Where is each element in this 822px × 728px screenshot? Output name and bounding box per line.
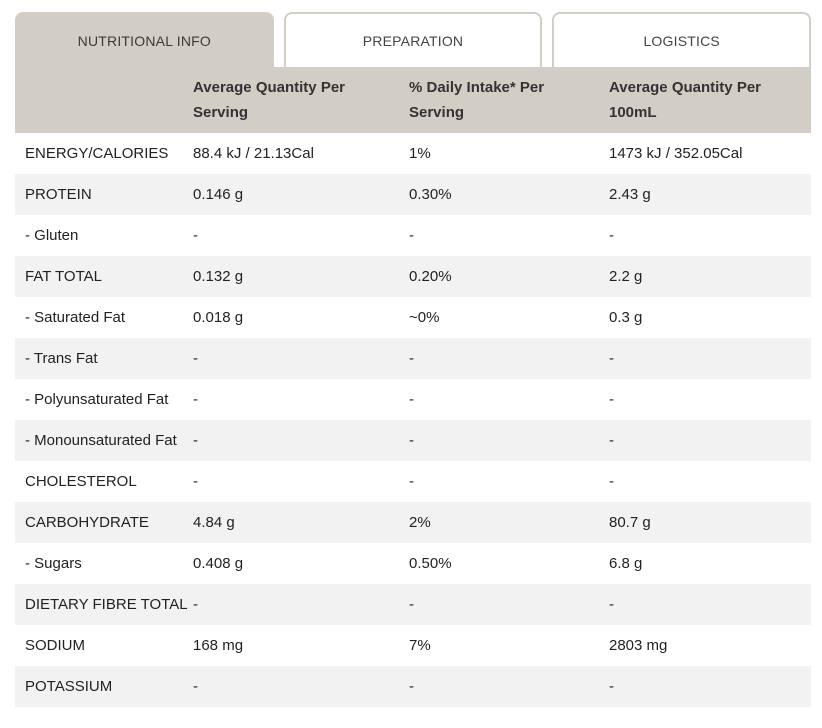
- per-100ml-cell: -: [609, 678, 614, 695]
- table-body: [15, 133, 811, 707]
- per-100ml-cell: 80.7 g: [609, 514, 651, 531]
- per-serving-cell: -: [193, 432, 198, 449]
- daily-intake-cell: -: [409, 432, 414, 449]
- per-serving-cell: 4.84 g: [193, 514, 235, 531]
- nutrient-cell: - Monounsaturated Fat: [25, 432, 177, 449]
- daily-intake-cell: 0.50%: [409, 555, 452, 572]
- nutrient-cell: - Gluten: [25, 227, 79, 244]
- daily-intake-cell: 2%: [409, 514, 431, 531]
- per-100ml-cell: 2.2 g: [609, 268, 643, 285]
- daily-intake-cell: ~0%: [409, 309, 440, 326]
- table-row: [15, 215, 811, 256]
- per-serving-cell: 0.146 g: [193, 186, 244, 203]
- tab-bar: [15, 12, 811, 67]
- nutrient-cell: - Saturated Fat: [25, 309, 126, 326]
- per-serving-cell: -: [193, 473, 198, 490]
- per-serving-cell: 0.132 g: [193, 268, 244, 285]
- tab-preparation[interactable]: PREPARATION: [284, 12, 543, 67]
- header-nutrient: [15, 67, 183, 133]
- table-header-row: [15, 67, 811, 133]
- nutrient-cell: FAT TOTAL: [25, 268, 102, 285]
- nutrient-cell: - Sugars: [25, 555, 82, 572]
- nutrient-cell: POTASSIUM: [25, 678, 113, 695]
- table-row: [15, 338, 811, 379]
- nutrient-cell: ENERGY/CALORIES: [25, 145, 169, 162]
- nutrient-cell: CARBOHYDRATE: [25, 514, 149, 531]
- per-serving-cell: -: [193, 350, 198, 367]
- per-100ml-cell: -: [609, 432, 614, 449]
- per-serving-cell: -: [193, 391, 198, 408]
- daily-intake-cell: -: [409, 473, 414, 490]
- header-per-100ml: Average Quantity Per 100mL: [609, 79, 761, 121]
- nutrient-cell: - Trans Fat: [25, 350, 98, 367]
- daily-intake-cell: 0.30%: [409, 186, 452, 203]
- per-100ml-cell: -: [609, 350, 614, 367]
- per-100ml-cell: 2803 mg: [609, 637, 668, 654]
- per-serving-cell: 88.4 kJ / 21.13Cal: [193, 145, 314, 162]
- table-row: [15, 543, 811, 584]
- daily-intake-cell: 7%: [409, 637, 431, 654]
- per-serving-cell: -: [193, 596, 198, 613]
- table-row: [15, 256, 811, 297]
- per-100ml-cell: 2.43 g: [609, 186, 651, 203]
- table-row: [15, 584, 811, 625]
- per-100ml-cell: 0.3 g: [609, 309, 643, 326]
- per-100ml-cell: -: [609, 596, 614, 613]
- per-serving-cell: -: [193, 678, 198, 695]
- tab-nutritional-info[interactable]: NUTRITIONAL INFO: [15, 12, 274, 67]
- nutrient-cell: PROTEIN: [25, 186, 92, 203]
- table-row: [15, 133, 811, 174]
- table-row: [15, 461, 811, 502]
- per-serving-cell: 0.408 g: [193, 555, 244, 572]
- per-100ml-cell: -: [609, 473, 614, 490]
- header-per-serving: Average Quantity Per Serving: [193, 79, 345, 121]
- nutrient-cell: SODIUM: [25, 637, 85, 654]
- per-100ml-cell: -: [609, 227, 614, 244]
- daily-intake-cell: -: [409, 596, 414, 613]
- daily-intake-cell: 0.20%: [409, 268, 452, 285]
- nutrient-cell: DIETARY FIBRE TOTAL: [25, 596, 188, 613]
- table-row: [15, 297, 811, 338]
- nutrient-cell: - Polyunsaturated Fat: [25, 391, 169, 408]
- table-row: [15, 379, 811, 420]
- table-row: [15, 666, 811, 707]
- per-serving-cell: 168 mg: [193, 637, 244, 654]
- table-row: [15, 502, 811, 543]
- tab-logistics[interactable]: LOGISTICS: [552, 12, 811, 67]
- table-row: [15, 420, 811, 461]
- nutrition-table: [15, 67, 811, 707]
- per-serving-cell: 0.018 g: [193, 309, 244, 326]
- nutrient-cell: CHOLESTEROL: [25, 473, 137, 490]
- header-daily-intake: % Daily Intake* Per Serving: [409, 79, 545, 121]
- table-row: [15, 174, 811, 215]
- daily-intake-cell: -: [409, 391, 414, 408]
- table-row: [15, 625, 811, 666]
- daily-intake-cell: -: [409, 678, 414, 695]
- per-serving-cell: -: [193, 227, 198, 244]
- nutrition-panel: [15, 12, 811, 707]
- per-100ml-cell: 6.8 g: [609, 555, 643, 572]
- daily-intake-cell: -: [409, 227, 414, 244]
- daily-intake-cell: -: [409, 350, 414, 367]
- daily-intake-cell: 1%: [409, 145, 431, 162]
- per-100ml-cell: 1473 kJ / 352.05Cal: [609, 145, 743, 162]
- per-100ml-cell: -: [609, 391, 614, 408]
